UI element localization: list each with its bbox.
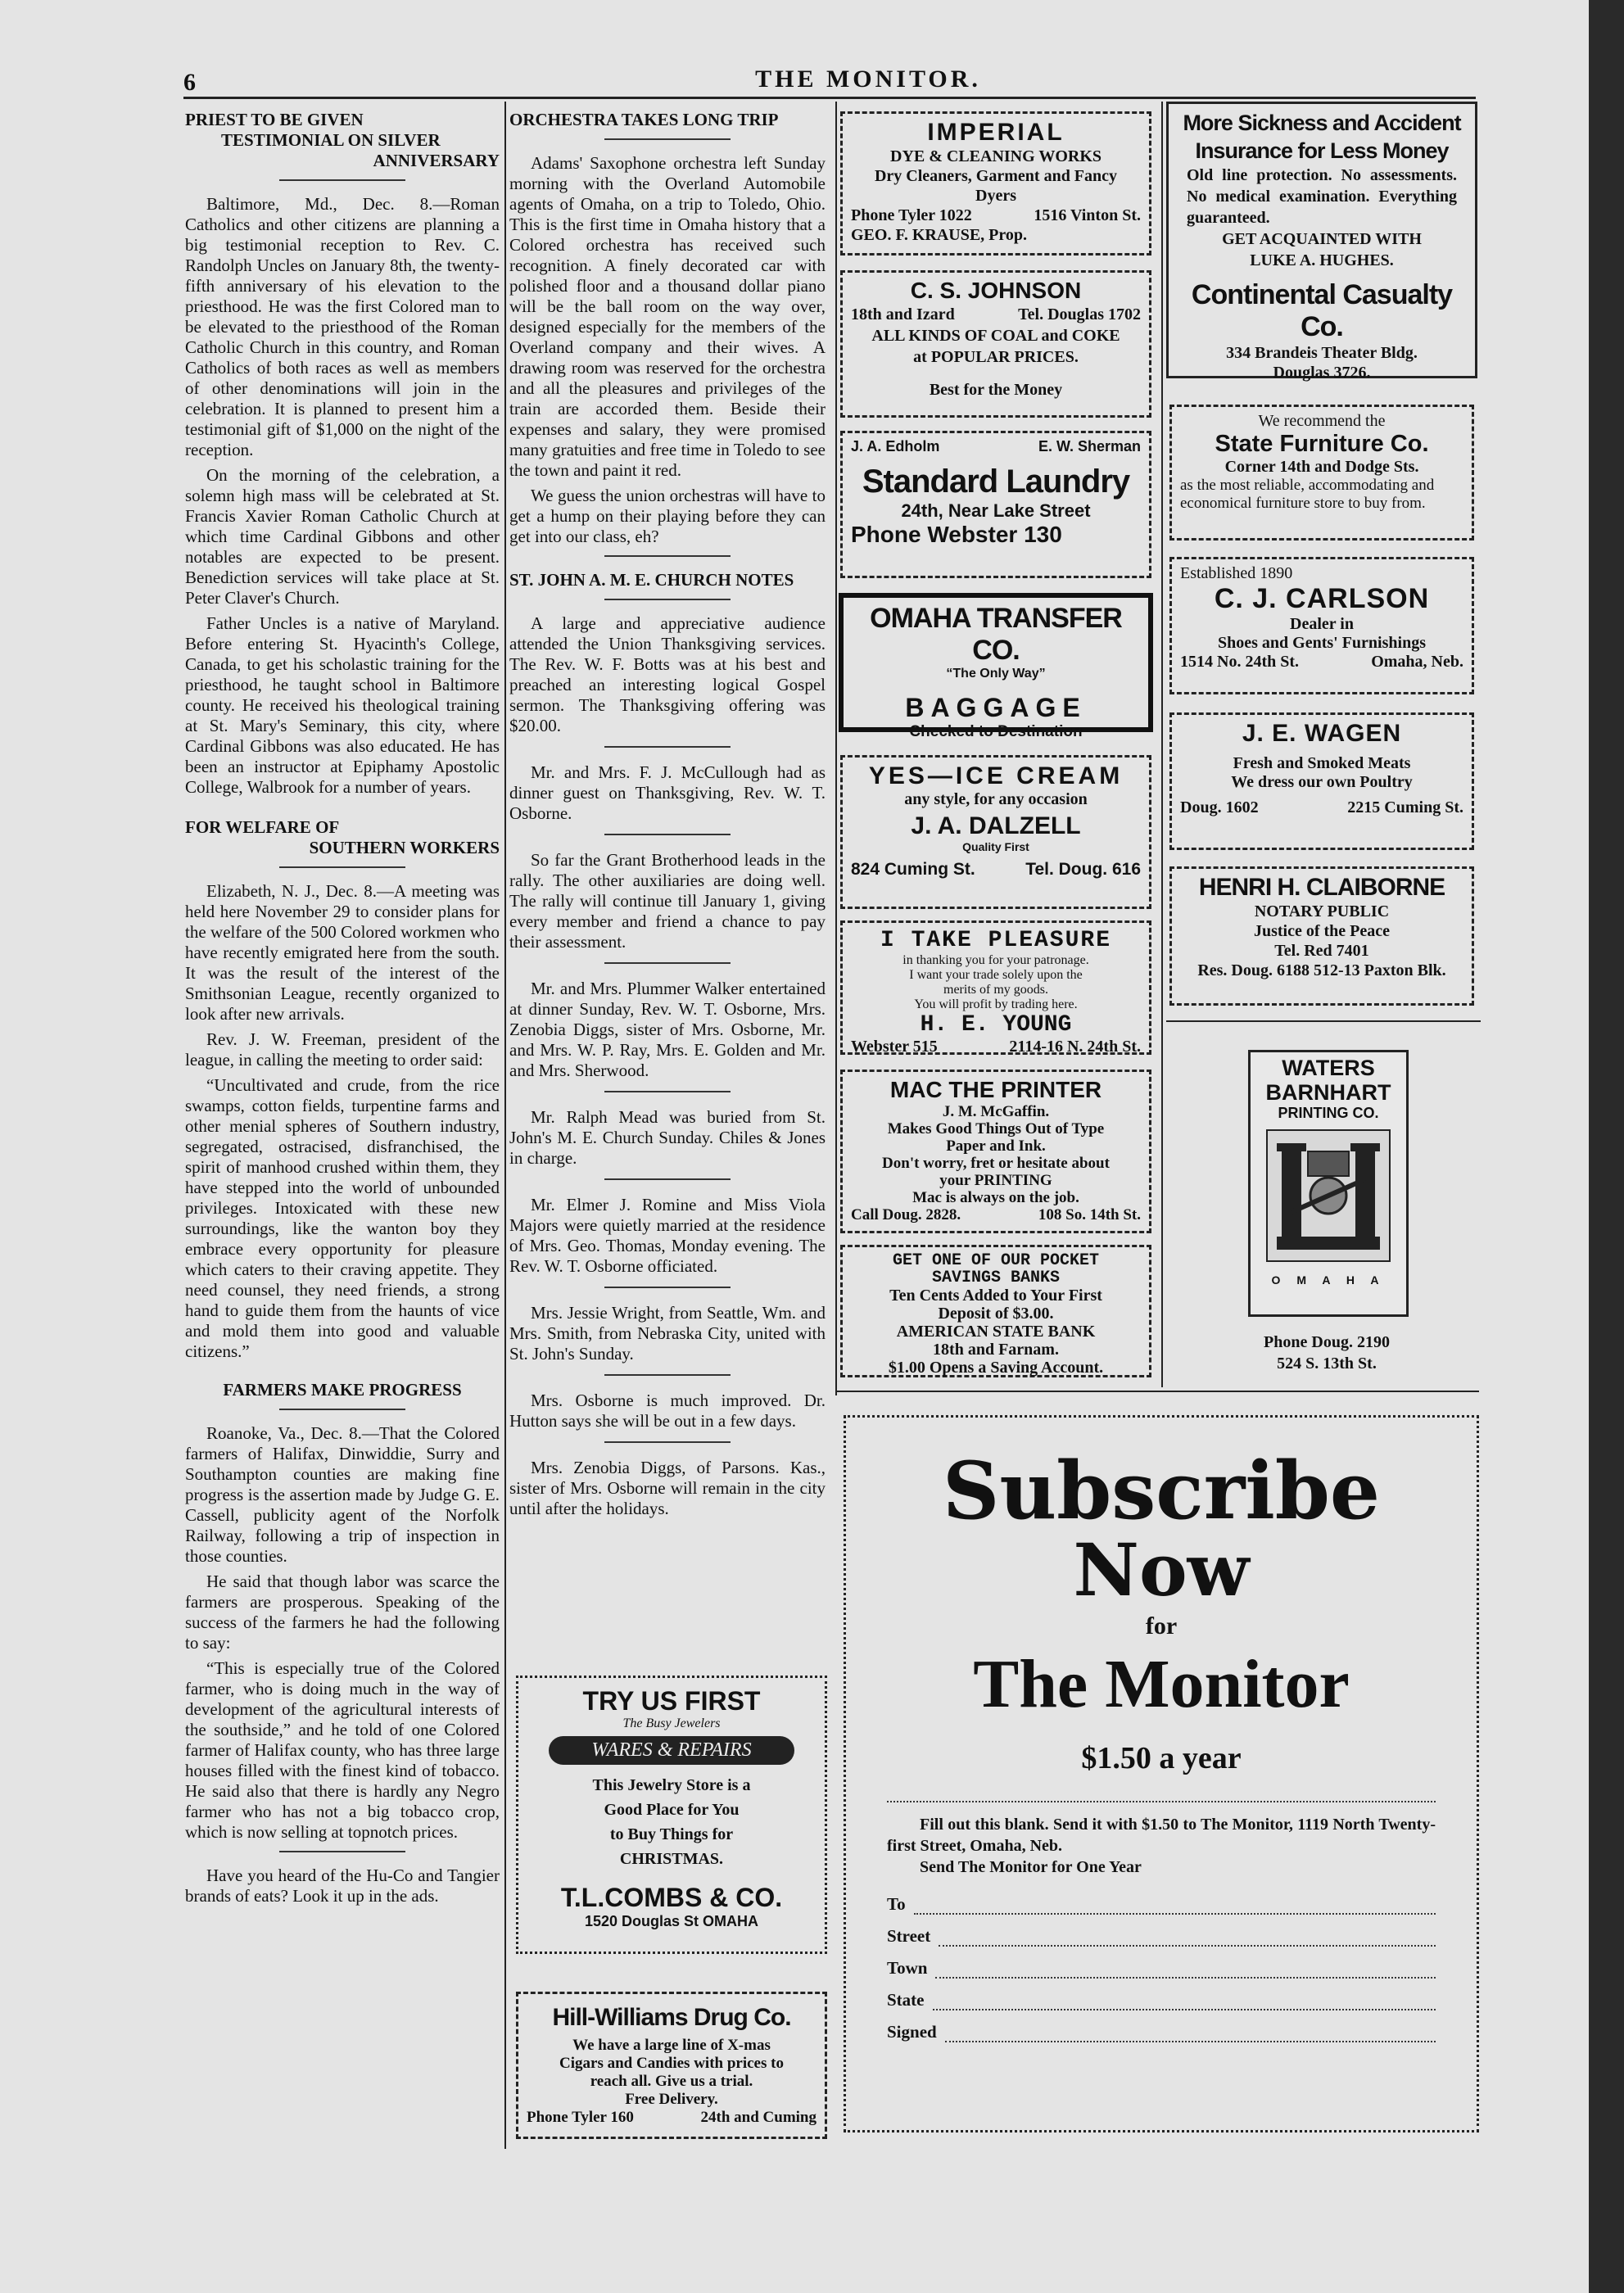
ad-line: in thanking you for your patronage. [902, 953, 1089, 967]
article-headline [185, 817, 500, 858]
waters-barnhart-logo [1248, 1050, 1409, 1317]
meat-market-ad [1169, 712, 1474, 850]
ad-line [851, 1038, 1141, 1056]
ad-body [851, 304, 1141, 400]
drug-store-ad [516, 1992, 827, 2139]
subscribe-form [887, 1894, 1436, 2042]
headline-line: PRIEST TO BE GIVEN [185, 110, 364, 129]
laundry-ad [840, 431, 1151, 578]
ad-address: 108 So. 14th St. [1038, 1206, 1141, 1223]
paragraph: He said that though labor was scarce the farmers are prosperous. Speaking of the success of the farmers he had the following to say: [185, 1572, 500, 1653]
logo-line: BARNHART [1265, 1080, 1391, 1105]
ad-line: merits of my goods. [943, 983, 1048, 997]
ad-line: Makes Good Things Out of Type [887, 1120, 1105, 1137]
field-label: Signed [887, 2022, 937, 2042]
ad-line [527, 2109, 817, 2127]
paragraph: Father Uncles is a native of Maryland. Before entering St. Hyacinth's College, Canada, to get his scholastic training for the priesthood, he taught school in Baltimore county. He received his theological training at St. Mary's Seminary, this city, where Cardinal Gibbons was also educated. He has been an instructor at Epiphamy Apostolic College, Walbrook for a number of years. [185, 613, 500, 797]
ad-phone: Phone Tyler 160 [527, 2109, 634, 2126]
ad-title: Standard Laundry [862, 464, 1130, 500]
article-headline: ST. JOHN A. M. E. CHURCH NOTES [509, 570, 794, 590]
paragraph: Roanoke, Va., Dec. 8.—That the Colored farmers of Halifax, Dinwiddie, Surry and Southampton counties are making fine progress is the assertion made by Judge G. E. Cassell, publicity agent of the Norfolk Railway, following a trip of inspection in those counties. [185, 1423, 500, 1566]
column-rule [835, 102, 837, 1395]
ad-line: Paper and Ink. [946, 1137, 1046, 1155]
column-rule [504, 102, 506, 2149]
ad-line: GET ACQUAINTED WITH [1222, 230, 1422, 248]
ad-line: Dry Cleaners, Garment and Fancy [874, 167, 1118, 185]
ad-title: C. J. CARLSON [1214, 583, 1430, 614]
ad-proprietors [851, 438, 1141, 455]
ad-phone: Tel. Douglas 1702 [1018, 305, 1141, 323]
ice-cream-ad [840, 755, 1151, 909]
ad-line: We dress our own Poultry [1231, 773, 1413, 791]
ad-line [851, 304, 1141, 325]
divider [279, 1851, 405, 1852]
ad-line: Res. Doug. 6188 512-13 Paxton Blk. [1197, 961, 1446, 979]
field-label: To [887, 1894, 906, 1914]
ad-line: at POPULAR PRICES. [913, 348, 1079, 366]
ad-line: Quality First [962, 840, 1029, 853]
ad-body [851, 953, 1141, 1012]
ad-line: Best for the Money [929, 381, 1063, 399]
jeweler-ad [516, 1676, 827, 1954]
signed-field[interactable] [887, 2022, 1436, 2042]
field-label: State [887, 1990, 925, 2010]
ad-address: 824 Cuming St. [851, 860, 975, 879]
divider [604, 746, 731, 748]
notary-ad [1169, 866, 1474, 1006]
ad-line: reach all. Give us a trial. [590, 2073, 753, 2090]
ad-line [851, 1206, 1141, 1223]
ad-phone: Doug. 1602 [1180, 798, 1259, 816]
ad-address: 1520 Douglas St OMAHA [584, 1913, 759, 1929]
ad-line: More Sickness and Accident [1183, 111, 1461, 135]
logo-line: WATERS [1282, 1056, 1375, 1080]
ad-line: Tel. Red 7401 [1274, 942, 1369, 960]
ad-line [851, 860, 1141, 880]
ad-title: J. E. WAGEN [1242, 720, 1402, 747]
paragraph: Mr. Ralph Mead was buried from St. John's M. E. Church Sunday. Chiles & Jones in charge. [509, 1107, 826, 1168]
ad-address: 524 S. 13th St. [1277, 1355, 1377, 1373]
ad-line: Phone Webster 130 [851, 522, 1062, 547]
subscribe-instructions: Fill out this blank. Send it with $1.50 to The Monitor, 1119 North Twenty-first Street, Omaha, Neb. [887, 1816, 1436, 1855]
paragraph: Rev. J. W. Freeman, president of the league, in calling the meeting to order said: [185, 1029, 500, 1070]
divider [279, 179, 405, 181]
logo-line: PRINTING CO. [1278, 1105, 1379, 1121]
divider [604, 555, 731, 557]
ad-line [851, 206, 1141, 225]
column-1 [185, 110, 500, 1911]
divider [604, 1374, 731, 1376]
ad-title: TRY US FIRST [582, 1686, 761, 1716]
subscribe-send: Send The Monitor for One Year [920, 1858, 1142, 1876]
article-headline: FARMERS MAKE PROGRESS [223, 1380, 462, 1400]
ad-body [1177, 343, 1467, 382]
subscribe-for: for [1145, 1612, 1178, 1639]
divider [604, 599, 731, 600]
waters-contact [1212, 1332, 1441, 1374]
paragraph: Mrs. Zenobia Diggs, of Parsons. Kas., sister of Mrs. Osborne will remain in the city until after the holidays. [509, 1458, 826, 1518]
ad-line: J. M. McGaffin. [942, 1103, 1050, 1120]
ad-line: any style, for any occasion [904, 790, 1088, 808]
paragraph: Have you heard of the Hu-Co and Tangier brands of eats? Look it up in the ads. [185, 1866, 500, 1906]
divider [604, 962, 731, 964]
ad-name: H. E. YOUNG [920, 1012, 1072, 1038]
ad-title: IMPERIAL [927, 119, 1065, 146]
column-rule [1161, 102, 1163, 1387]
paragraph: Adams' Saxophone orchestra left Sunday morning with the Overland Automobile agents of Omaha, on a trip to Toledo, Ohio. This is the first time in Omaha history that a Colored orchestra has received such recognition. A finely decorated car with polished floor and a thousand dollar piano will be the ball room on the way over, designed especially for the members of the Overland company and their wives. A drawing room was reserved for the orchestra and all the pleasures and privileges of the train are accorded them. Beside their expenses and salary, they were promised many gratuities and free time in Toledo to see the town and paint it red. [509, 153, 826, 480]
ad-phone: Phone Doug. 2190 [1264, 1333, 1390, 1351]
page-number: 6 [183, 69, 196, 96]
subscribe-headline: Now [1073, 1527, 1250, 1612]
paragraph: So far the Grant Brotherhood leads in the rally. The other auxiliaries are doing well. The rally will continue till January 1, giving every member and friend a chance to pay their assessment. [509, 850, 826, 952]
ad-line: Established 1890 [1180, 564, 1293, 582]
ad-line: You will profit by trading here. [914, 997, 1078, 1011]
ad-line: Deposit of $3.00. [938, 1305, 1054, 1323]
ad-line: to Buy Things for [609, 1825, 734, 1843]
headline-line: SOUTHERN WORKERS [309, 838, 500, 857]
paragraph: Mr. Elmer J. Romine and Miss Viola Majors were quietly married at the residence of Mrs. Geo. Thomas, Monday evening. The Rev. W. T. Osborne officiated. [509, 1195, 826, 1276]
ad-title: State Furniture Co. [1215, 431, 1429, 457]
ad-address: 1516 Vinton St. [1034, 206, 1141, 224]
ad-line: 24th, Near Lake Street [901, 500, 1091, 521]
divider [279, 866, 405, 868]
ad-name: T.L.COMBS & CO. [560, 1883, 783, 1912]
ad-body [851, 147, 1141, 245]
column-2 [509, 110, 826, 1524]
paragraph: Elizabeth, N. J., Dec. 8.—A meeting was held here November 29 to consider plans for the welfare of the 500 Colored workmen who have recently emigrated here from the south. It was the result of the interest of the Smithsonian League, recently organized to look after new arrivals. [185, 881, 500, 1024]
ad-line: I want your trade solely upon the [909, 968, 1083, 982]
street-field[interactable] [887, 1926, 1436, 1947]
subscribe-ad [844, 1415, 1479, 2132]
field-label: Town [887, 1958, 928, 1978]
ad-line: “The Only Way” [946, 667, 1046, 681]
paragraph: Mr. and Mrs. F. J. McCullough had as dinner guest on Thanksgiving, Rev. W. T. Osborne. [509, 762, 826, 823]
ad-line: Fresh and Smoked Meats [1233, 754, 1411, 772]
town-field[interactable] [887, 1958, 1436, 1979]
field-line[interactable] [914, 1898, 1436, 1915]
field-line[interactable] [945, 2026, 1436, 2042]
bank-ad [840, 1245, 1151, 1377]
ad-line: Justice of the Peace [1253, 922, 1391, 940]
ad-line: Good Place for You [604, 1801, 740, 1819]
headline-line: ANNIVERSARY [373, 151, 500, 170]
ad-line: Old line protection. No assessments. No medical examination. Everything guaranteed. [1187, 166, 1457, 227]
casualty-ad [1166, 102, 1477, 382]
ad-subtitle: The Busy Jewelers [622, 1716, 721, 1730]
ad-line: Dealer in [1290, 615, 1354, 633]
paragraph: “Uncultivated and crude, from the rice swamps, cotton fields, turpentine farms and other menial spheres of Southern industry, segregated, ostracised, disfranchised, the spirit of manhood crushed within them, they have stepped into the world of unbounded privileges. Intoxicated with these new surroundings, like the wanton boy they embrace every opportunity for pleasure which caters to their craving appetite. They need counsel, they need friends, a strong hand to guide them from the haunts of vice and mold them into good and valuable citizens.” [185, 1075, 500, 1361]
ad-name: J. A. Edholm [851, 438, 940, 455]
ad-line [1180, 798, 1463, 817]
divider [604, 138, 731, 140]
ad-body [851, 1252, 1141, 1287]
subscribe-price: $1.50 a year [1081, 1741, 1242, 1775]
ad-line: Insurance for Less Money [1195, 138, 1449, 163]
field-line[interactable] [939, 1930, 1436, 1947]
ad-line: CHRISTMAS. [619, 1850, 724, 1868]
ad-line [1180, 653, 1463, 672]
ad-line: Douglas 3726. [1273, 364, 1371, 382]
to-field[interactable] [887, 1894, 1436, 1915]
headline-line: FOR WELFARE OF [185, 817, 340, 837]
ad-line: your PRINTING [939, 1172, 1052, 1189]
ad-line: BAGGAGE [905, 693, 1087, 722]
divider [604, 1441, 731, 1443]
headline-line: TESTIMONIAL ON SILVER [221, 130, 441, 150]
ad-body [1180, 902, 1463, 980]
ad-line: Free Delivery. [625, 2091, 718, 2108]
ad-line: SAVINGS BANKS [931, 1269, 1061, 1287]
ad-city: Omaha, Neb. [1371, 653, 1463, 671]
ad-line: Ten Cents Added to Your First [889, 1287, 1102, 1305]
paragraph: Mr. and Mrs. Plummer Walker entertained at dinner Sunday, Rev. W. T. Osborne, Mrs. Zenobia Diggs, sister of Mrs. Osborne, Mr. and Mrs. W. P. Ray, Mrs. E. Golden and Mr. and Mrs. Sherwood. [509, 979, 826, 1080]
section-rule [837, 1391, 1479, 1392]
ad-line: NOTARY PUBLIC [1254, 902, 1390, 920]
ad-phone: Phone Tyler 1022 [851, 206, 972, 224]
ad-line: 18th and Farnam. [933, 1341, 1059, 1359]
ad-line: We have a large line of X-mas [572, 2037, 771, 2054]
masthead-title: THE MONITOR. [755, 66, 981, 93]
ad-body [527, 2037, 817, 2127]
ad-line: ALL KINDS OF COAL and COKE [871, 327, 1120, 345]
furniture-ad [1169, 405, 1474, 540]
ad-body [1177, 228, 1467, 271]
field-label: Street [887, 1926, 931, 1946]
ad-line: as the most reliable, accommodating and economical furniture store to buy from. [1180, 477, 1435, 512]
ad-title: MAC THE PRINTER [889, 1077, 1102, 1102]
ad-line: Corner 14th and Dodge Sts. [1224, 458, 1419, 476]
ad-phone: Tel. Doug. 616 [1025, 860, 1141, 879]
paragraph: A large and appreciative audience attended the Union Thanksgiving services. The Rev. W. F. Botts was at his best and preached an interesting logical Gospel sermon. The Thanksgiving offering was $20.00. [509, 613, 826, 735]
article-headline [185, 110, 500, 171]
ad-line: J. A. DALZELL [911, 812, 1081, 839]
ad-line: Checked to Destination [909, 723, 1083, 740]
coal-ad [840, 270, 1151, 418]
young-ad [840, 920, 1151, 1055]
divider [604, 1287, 731, 1288]
divider [604, 1091, 731, 1092]
ad-line: Shoes and Gents' Furnishings [1218, 634, 1426, 652]
imperial-ad [840, 111, 1151, 256]
divider [604, 1178, 731, 1180]
ad-title: YES—ICE CREAM [868, 762, 1124, 789]
section-rule [1166, 1020, 1481, 1022]
ad-line: DYE & CLEANING WORKS [890, 147, 1102, 165]
ad-phone: Webster 515 [851, 1038, 938, 1056]
ad-title: HENRI H. CLAIBORNE [1198, 874, 1445, 901]
printer-ad [840, 1070, 1151, 1233]
carlson-ad [1169, 557, 1474, 694]
divider [279, 1409, 405, 1410]
ad-body [851, 1103, 1141, 1223]
ad-line: Dyers [975, 187, 1016, 205]
ad-title: OMAHA TRANSFER CO. [870, 603, 1122, 666]
ad-name: E. W. Sherman [1038, 438, 1141, 455]
divider [604, 834, 731, 835]
subscribe-paper-name: The Monitor [973, 1646, 1350, 1722]
ad-title: Continental Casualty Co. [1191, 279, 1453, 342]
paragraph: Mrs. Osborne is much improved. Dr. Hutton says she will be out in a few days. [509, 1391, 826, 1431]
ad-title: C. S. JOHNSON [910, 278, 1082, 303]
masthead-rule [183, 97, 1476, 99]
ad-phone: Call Doug. 2828. [851, 1206, 961, 1223]
paragraph: “This is especially true of the Colored farmer, who is doing much in the way of development of the agricultural interests of the southside,” and he told of one Colored farmer of Halifax county, who has three large houses filled with the finest kind of tobacco. He said also that there is hardly any Negro farmer who has not a big tobacco crop, which is now selling at topnotch prices. [185, 1658, 500, 1842]
ad-body [851, 1287, 1141, 1377]
ad-address: 18th and Izard [851, 305, 955, 323]
ad-address: 24th and Cuming [700, 2109, 817, 2126]
ad-line: LUKE A. HUGHES. [1250, 251, 1394, 269]
ad-address: 1514 No. 24th St. [1180, 653, 1300, 671]
ad-title: I TAKE PLEASURE [880, 928, 1112, 953]
ad-line: GET ONE OF OUR POCKET [892, 1251, 1100, 1270]
article-headline: ORCHESTRA TAKES LONG TRIP [509, 110, 779, 129]
transfer-ad [839, 593, 1153, 740]
ad-line: GEO. F. KRAUSE, Prop. [851, 226, 1028, 244]
ad-line: We recommend the [1258, 412, 1386, 430]
ad-line: This Jewelry Store is a [592, 1776, 751, 1794]
logo-line: O M A H A [1271, 1273, 1386, 1287]
ad-headline [1177, 109, 1467, 165]
ad-line: 334 Brandeis Theater Bldg. [1226, 344, 1418, 362]
ad-line: Don't worry, fret or hesitate about [882, 1155, 1110, 1172]
subscribe-headline: Subscribe [943, 1445, 1380, 1537]
field-line[interactable] [935, 1962, 1436, 1979]
printing-press-icon [1259, 1122, 1398, 1269]
paragraph: On the morning of the celebration, a solemn high mass will be celebrated at St. Francis Xavier Roman Catholic Church at which time Cardinal Gibbons and other notables are expected to be present. Benediction services will take place at St. Peter Claver's Church. [185, 465, 500, 608]
ad-banner: WARES & REPAIRS [549, 1736, 794, 1765]
ad-body [527, 1773, 817, 1871]
field-line[interactable] [933, 1994, 1436, 2010]
ad-line: Cigars and Candies with prices to [559, 2055, 784, 2072]
state-field[interactable] [887, 1990, 1436, 2010]
paragraph: Baltimore, Md., Dec. 8.—Roman Catholics and other citizens are planning a big testimonial reception to Rev. C. Randolph Uncles on January 8th, the twenty-fifth anniversary of his elevation to the priesthood. He was the first Colored man to be elevated to the priesthood of the Roman Catholic Church in this country, and Roman Catholics of both races as well as members of other denominations will join in the celebration. It is planned to present him a testimonial gift of $1,000 on the night of the reception. [185, 194, 500, 459]
ad-line: $1.00 Opens a Saving Account. [888, 1359, 1104, 1377]
ad-title: Hill-Williams Drug Co. [552, 2004, 791, 2031]
ad-line: Mac is always on the job. [912, 1189, 1079, 1206]
paragraph: Mrs. Jessie Wright, from Seattle, Wm. and Mrs. Smith, from Nebraska City, united with St. John's Sunday. [509, 1303, 826, 1364]
paragraph: We guess the union orchestras will have to get a hump on their playing before they can get into our class, eh? [509, 486, 826, 546]
ad-address: 2215 Cuming St. [1347, 798, 1463, 816]
ad-address: 2114-16 N. 24th St. [1009, 1038, 1141, 1056]
ad-line: AMERICAN STATE BANK [896, 1323, 1096, 1341]
